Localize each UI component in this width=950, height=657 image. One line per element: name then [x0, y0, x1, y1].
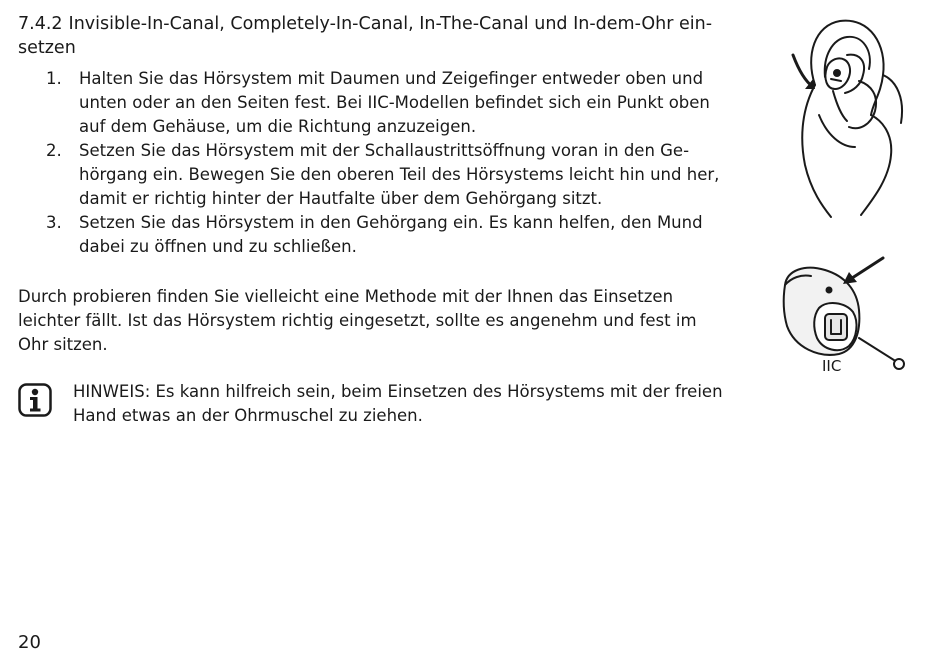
step-number: 1.	[46, 69, 62, 88]
note-separator: :	[144, 382, 151, 401]
section-heading	[18, 12, 728, 60]
section-number: 7.4.2	[18, 14, 63, 34]
step-item	[18, 211, 738, 259]
info-icon	[18, 383, 52, 417]
step-item	[18, 67, 738, 139]
ear-insertion-illustration	[775, 15, 910, 220]
note-box	[18, 380, 738, 430]
step-number: 2.	[46, 141, 62, 160]
page-number: 20	[18, 632, 41, 653]
step-text: Setzen Sie das Hörsystem mit der Schallaustrittsöffnung voran in den Ge-hörgang ein. Bewegen Sie den oberen Teil des Hörsystems leicht hin und her, damit er richtig hinter der Hautfalte über dem Gehörgang sitzt.	[79, 141, 720, 208]
section-title: Invisible-In-Canal, Completely-In-Canal, In-The-Canal und In-dem-Ohr ein-setzen	[18, 14, 713, 58]
iic-label: IIC	[822, 357, 842, 375]
step-number: 3.	[46, 213, 62, 232]
step-text: Halten Sie das Hörsystem mit Daumen und Zeigefinger entweder oben und unten oder an den Seiten fest. Bei IIC-Modellen befindet sich ein Punkt oben auf dem Gehäuse, um die Richtung anzuzeigen.	[79, 69, 710, 136]
note-label: HINWEIS	[73, 382, 145, 401]
iic-device-illustration	[775, 250, 915, 380]
note-body: Es kann hilfreich sein, beim Einsetzen des Hörsystems mit der freien Hand etwas an der Ohrmuschel zu ziehen.	[73, 382, 723, 425]
instruction-steps	[18, 67, 738, 259]
tip-paragraph: Durch probieren finden Sie vielleicht eine Methode mit der Ihnen das Einsetzen leichter fällt. Ist das Hörsystem richtig eingesetzt, sollte es angenehm und fest im Ohr sitzen.	[18, 287, 697, 354]
note-text	[73, 380, 738, 428]
step-text: Setzen Sie das Hörsystem in den Gehörgang ein. Es kann helfen, den Mund dabei zu öffnen und zu schließen.	[79, 213, 703, 256]
step-item	[18, 139, 738, 211]
